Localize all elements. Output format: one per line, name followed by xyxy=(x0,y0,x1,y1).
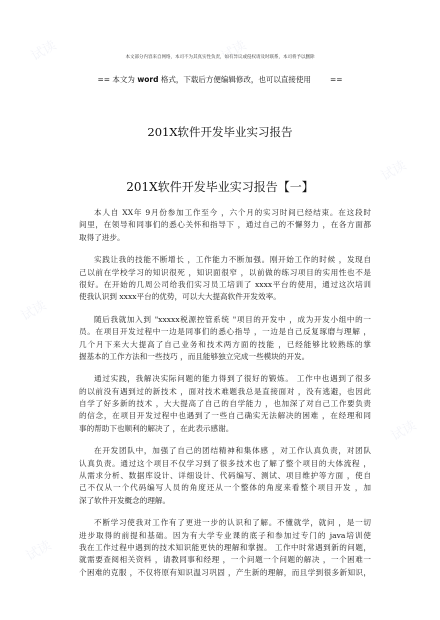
text-line: 自学了好多新的技术 ，大大提高了自己的自学能力 ，也加深了对自己工作要负责 xyxy=(79,399,371,409)
section-title: 201X软件开发毕业实习报告【一】 xyxy=(126,180,314,194)
watermark-mark: 试读 xyxy=(388,418,420,445)
text-line: 个困难的克服 ，不仅将原有知识温习巩固 ，产生新的理解，而且学到很多新知识， xyxy=(79,567,371,577)
text-line: 不断学习使我对工作有了更进一步的认识和了解。不懂就学，就问 ，是一切 xyxy=(94,518,371,528)
paragraph xyxy=(79,207,371,244)
watermark-mark: 试读 xyxy=(28,38,60,65)
watermark-mark: 试读 xyxy=(23,538,55,565)
text-line: 在开发团队中，加强了自己的团结精神和集体感 ，对工作认真负责，对团队 xyxy=(94,446,371,456)
text-line: 取得了进步。 xyxy=(79,232,125,242)
text-line: 随后我就加入到 "xxxxx税源控管系统 "项目的开发中 ，成为开发小组中的一 xyxy=(94,314,371,324)
text-line: 己不仅从一个代码编写人员的角度还从一个整体的角度来看整个项目开发 ，加 xyxy=(79,483,371,493)
text-line: 我在工作过程中遇到的技术知识能更快的理解和掌握。 工作中时常遇到新的问题， xyxy=(79,542,371,552)
text-line: 使我认识到 xxxx平台的优势，可以大大提高软件开发效率。 xyxy=(79,292,281,302)
text-line: 事的帮助下也顺利的解决了 ，在此表示感谢。 xyxy=(79,423,234,433)
text-line: 认真负责。通过这个项目不仅学习到了很多技术也了解了整个项目的大体流程 ， xyxy=(79,458,371,468)
watermark-mark: 试读 xyxy=(218,38,250,65)
text-line: 的信念，在项目开发过程中也遇到了一些自己确实无法解决的困难 ，在经理和同 xyxy=(79,411,371,421)
text-line: 通过实践，我解决实际问题的能力得到了很好的锻炼。 工作中也遇到了很多 xyxy=(94,374,371,384)
text-line: 实践让我的技能不断增长 ，工作能力不断加强。刚开始工作的时候 ，发现自 xyxy=(94,255,371,265)
text-line: 己以前在学校学习的知识很死 ，知识面很窄 ，以前做的练习项目的实用性也不是 xyxy=(79,267,371,277)
notice-bold: word xyxy=(137,75,159,84)
text-line: 进步取得的前提和基础。因为有大学专业课的底子和参加过专门的 java培训使 xyxy=(79,530,371,540)
text-line: 的以前没有遇到过的新技术 ，面对技术难题我总是直接面对 ，没有逃避，也因此 xyxy=(79,386,371,396)
notice-prefix: == 本文为 xyxy=(97,75,135,84)
paragraph xyxy=(79,445,371,507)
text-line: 握基本的工作方法和一些技巧 ，而且能够独立完成一些模块的开发。 xyxy=(79,351,310,361)
paragraph xyxy=(79,373,371,435)
notice-suffix: 格式，下载后方便编辑修改，也可以直接使用 == xyxy=(160,75,343,84)
format-notice xyxy=(0,74,440,85)
watermark-mark: 试读 xyxy=(18,298,50,325)
text-line: 本人自 XX年 9月份参加工作至今 ，六个月的实习时间已经结束。在这段时 xyxy=(94,208,371,217)
paragraph xyxy=(79,254,371,304)
text-line: 就需要查阅相关资料 ，请教同事和经理 ，一个问题一个问题的解决 ，一个困难一 xyxy=(79,555,371,565)
text-line: 很好。在开始的几周公司给我们实习员工培训了 xxxx平台的使用，通过这次培训 xyxy=(79,279,371,289)
text-line: 员。在项目开发过程中一边是同事们的悉心指导 ，一边是自己反复琢磨与理解 ， xyxy=(79,327,371,337)
document-body xyxy=(79,207,371,589)
paragraph xyxy=(79,314,371,364)
document-title: 201X软件开发毕业实习报告 xyxy=(147,125,293,139)
text-line: 从需求分析、数据库设计、详细设计、代码编写、测试、项目维护等方面 ，使自 xyxy=(79,471,371,481)
text-line: 深了软件开发概念的理解。 xyxy=(79,495,171,505)
disclaimer-text: 本文部分内容来自网络，本司不为其真实性负责，如有异议或侵权请及时联系，本司将予以删除 xyxy=(125,55,315,60)
text-line: 间里，在领导和同事们的悉心关怀和指导下 ，通过自己的不懈努力 ，在各方面都 xyxy=(79,220,371,230)
paragraph xyxy=(79,517,371,579)
watermark-mark: 试读 xyxy=(378,158,410,185)
text-line: 几个月下来大大提高了自己业务和技术两方面的技能 ，已经能够比较熟练的掌 xyxy=(79,339,371,349)
